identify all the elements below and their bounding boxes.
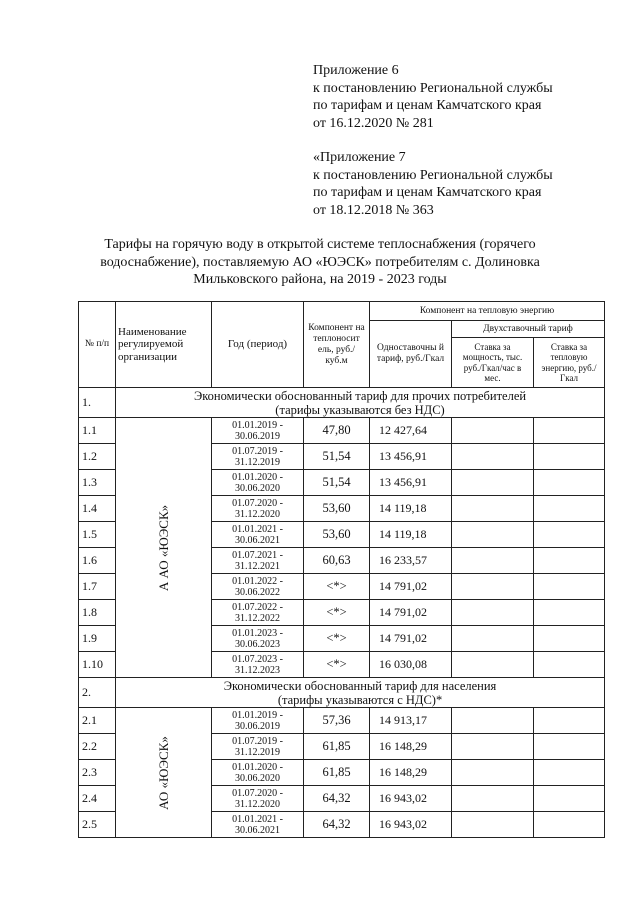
period-cell: 01.01.2019 - 30.06.2019 (212, 708, 304, 734)
energy-rate-value (534, 444, 605, 470)
appendix-previous-block (313, 149, 613, 219)
carrier-value: 64,32 (304, 812, 370, 838)
period-cell: 01.01.2022 - 30.06.2022 (212, 574, 304, 600)
carrier-value: 51,54 (304, 444, 370, 470)
carrier-value: 64,32 (304, 786, 370, 812)
capacity-rate-value (452, 522, 534, 548)
appendix-current-block (313, 62, 613, 132)
capacity-rate-value (452, 600, 534, 626)
period-cell: 01.07.2020 - 31.12.2020 (212, 786, 304, 812)
single-rate-value: 16 030,08 (370, 652, 452, 678)
capacity-rate-value (452, 470, 534, 496)
period-cell: 01.01.2019 - 30.06.2019 (212, 418, 304, 444)
document-title-line: Мильковского района, на 2019 - 2023 годы (193, 272, 447, 287)
section-title-line: (тарифы указываются с НДС)* (277, 692, 443, 707)
row-number: 1.9 (79, 626, 116, 652)
table-row (79, 418, 605, 444)
document-title-line: Тарифы на горячую воду в открытой системе теплоснабжения (горячего (104, 237, 536, 252)
row-number: 1.5 (79, 522, 116, 548)
header-period: Год (период) (212, 302, 304, 388)
carrier-value: 53,60 (304, 496, 370, 522)
header-two-rate: Двухставочный тариф (452, 321, 605, 338)
row-number: 2.1 (79, 708, 116, 734)
appendix-previous-line: «Приложение 7 (313, 150, 406, 165)
row-number: 1.2 (79, 444, 116, 470)
single-rate-value: 13 456,91 (370, 444, 452, 470)
header-single-rate: Одноставочны й тариф, руб./Гкал (370, 321, 452, 388)
section-title-line: Экономически обоснованный тариф для прочих потребителей (193, 388, 527, 403)
energy-rate-value (534, 470, 605, 496)
period-cell: 01.07.2020 - 31.12.2020 (212, 496, 304, 522)
table-body (79, 388, 605, 838)
document-title-line: водоснабжение), поставляемую АО «ЮЭСК» потребителям с. Долиновка (100, 254, 540, 270)
capacity-rate-value (452, 734, 534, 760)
single-rate-value: 16 943,02 (370, 812, 452, 838)
section-row (79, 388, 605, 418)
appendix-previous-line: от 18.12.2018 № 363 (313, 202, 434, 218)
capacity-rate-value (452, 786, 534, 812)
single-rate-value: 14 119,18 (370, 496, 452, 522)
energy-rate-value (534, 734, 605, 760)
energy-rate-value (534, 548, 605, 574)
row-number: 1.4 (79, 496, 116, 522)
appendix-current-line: Приложение 6 (313, 63, 399, 78)
row-number: 1.7 (79, 574, 116, 600)
section-row (79, 678, 605, 708)
period-cell: 01.07.2019 - 31.12.2019 (212, 444, 304, 470)
header-heat-component: Компонент на тепловую энергию (370, 302, 605, 321)
single-rate-value: 16 148,29 (370, 760, 452, 786)
header-num: № п/п (79, 302, 116, 388)
capacity-rate-value (452, 812, 534, 838)
period-cell: 01.07.2023 - 31.12.2023 (212, 652, 304, 678)
single-rate-value: 14 791,02 (370, 600, 452, 626)
period-cell: 01.01.2023 - 30.06.2023 (212, 626, 304, 652)
row-number: 1.10 (79, 652, 116, 678)
document-title (60, 236, 580, 289)
energy-rate-value (534, 708, 605, 734)
period-cell: 01.01.2021 - 30.06.2021 (212, 812, 304, 838)
row-number: 1.8 (79, 600, 116, 626)
carrier-value: 53,60 (304, 522, 370, 548)
capacity-rate-value (452, 626, 534, 652)
carrier-value: 61,85 (304, 734, 370, 760)
energy-rate-value (534, 522, 605, 548)
single-rate-value: 14 791,02 (370, 574, 452, 600)
organization-name: А АО «ЮЭСК» (155, 504, 171, 591)
section-title-line: Экономически обоснованный тариф для населения (223, 678, 497, 693)
capacity-rate-value (452, 652, 534, 678)
row-number: 2.3 (79, 760, 116, 786)
appendix-previous-line: к постановлению Региональной службы (313, 167, 553, 183)
table-row (79, 708, 605, 734)
single-rate-value: 13 456,91 (370, 470, 452, 496)
single-rate-value: 14 791,02 (370, 626, 452, 652)
period-cell: 01.01.2021 - 30.06.2021 (212, 522, 304, 548)
carrier-value: <*> (304, 652, 370, 678)
energy-rate-value (534, 496, 605, 522)
single-rate-value: 16 148,29 (370, 734, 452, 760)
row-number: 1.3 (79, 470, 116, 496)
single-rate-value: 16 943,02 (370, 786, 452, 812)
energy-rate-value (534, 626, 605, 652)
period-cell: 01.07.2019 - 31.12.2019 (212, 734, 304, 760)
appendix-previous-line: по тарифам и ценам Камчатского края (313, 185, 542, 200)
capacity-rate-value (452, 708, 534, 734)
energy-rate-value (534, 812, 605, 838)
energy-rate-value (534, 600, 605, 626)
capacity-rate-value (452, 496, 534, 522)
energy-rate-value (534, 652, 605, 678)
capacity-rate-value (452, 444, 534, 470)
organization-cell (116, 708, 212, 838)
row-number: 2.2 (79, 734, 116, 760)
row-number: 2.4 (79, 786, 116, 812)
capacity-rate-value (452, 418, 534, 444)
header-capacity-rate: Ставка за мощность, тыс. руб./Гкал/час в мес. (452, 338, 534, 388)
capacity-rate-value (452, 548, 534, 574)
appendix-current-line: от 16.12.2020 № 281 (313, 115, 434, 131)
period-cell: 01.07.2021 - 31.12.2021 (212, 548, 304, 574)
appendix-current-line: по тарифам и ценам Камчатского края (313, 98, 542, 113)
single-rate-value: 16 233,57 (370, 548, 452, 574)
section-number: 1. (79, 388, 116, 418)
section-title (116, 678, 605, 708)
energy-rate-value (534, 418, 605, 444)
single-rate-value: 12 427,64 (370, 418, 452, 444)
capacity-rate-value (452, 574, 534, 600)
section-title (116, 388, 605, 418)
carrier-value: 60,63 (304, 548, 370, 574)
row-number: 2.5 (79, 812, 116, 838)
energy-rate-value (534, 786, 605, 812)
header-energy-rate: Ставка за тепловую энергию, руб./Гкал (534, 338, 605, 388)
carrier-value: 57,36 (304, 708, 370, 734)
section-title-line: (тарифы указываются без НДС) (275, 402, 445, 417)
header-carrier-component: Компонент на теплоносит ель, руб./куб.м (304, 302, 370, 388)
row-number: 1.1 (79, 418, 116, 444)
header-organization: Наименование регулируемой организации (116, 302, 212, 388)
period-cell: 01.01.2020 - 30.06.2020 (212, 760, 304, 786)
capacity-rate-value (452, 760, 534, 786)
carrier-value: 51,54 (304, 470, 370, 496)
tariff-table (78, 301, 605, 838)
carrier-value: 47,80 (304, 418, 370, 444)
organization-cell (116, 418, 212, 678)
period-cell: 01.01.2020 - 30.06.2020 (212, 470, 304, 496)
organization-name: АО «ЮЭСК» (155, 735, 171, 810)
energy-rate-value (534, 760, 605, 786)
row-number: 1.6 (79, 548, 116, 574)
carrier-value: 61,85 (304, 760, 370, 786)
carrier-value: <*> (304, 574, 370, 600)
section-number: 2. (79, 678, 116, 708)
energy-rate-value (534, 574, 605, 600)
appendix-current-line: к постановлению Региональной службы (313, 80, 553, 96)
carrier-value: <*> (304, 600, 370, 626)
single-rate-value: 14 913,17 (370, 708, 452, 734)
table-header (79, 302, 605, 388)
carrier-value: <*> (304, 626, 370, 652)
single-rate-value: 14 119,18 (370, 522, 452, 548)
period-cell: 01.07.2022 - 31.12.2022 (212, 600, 304, 626)
